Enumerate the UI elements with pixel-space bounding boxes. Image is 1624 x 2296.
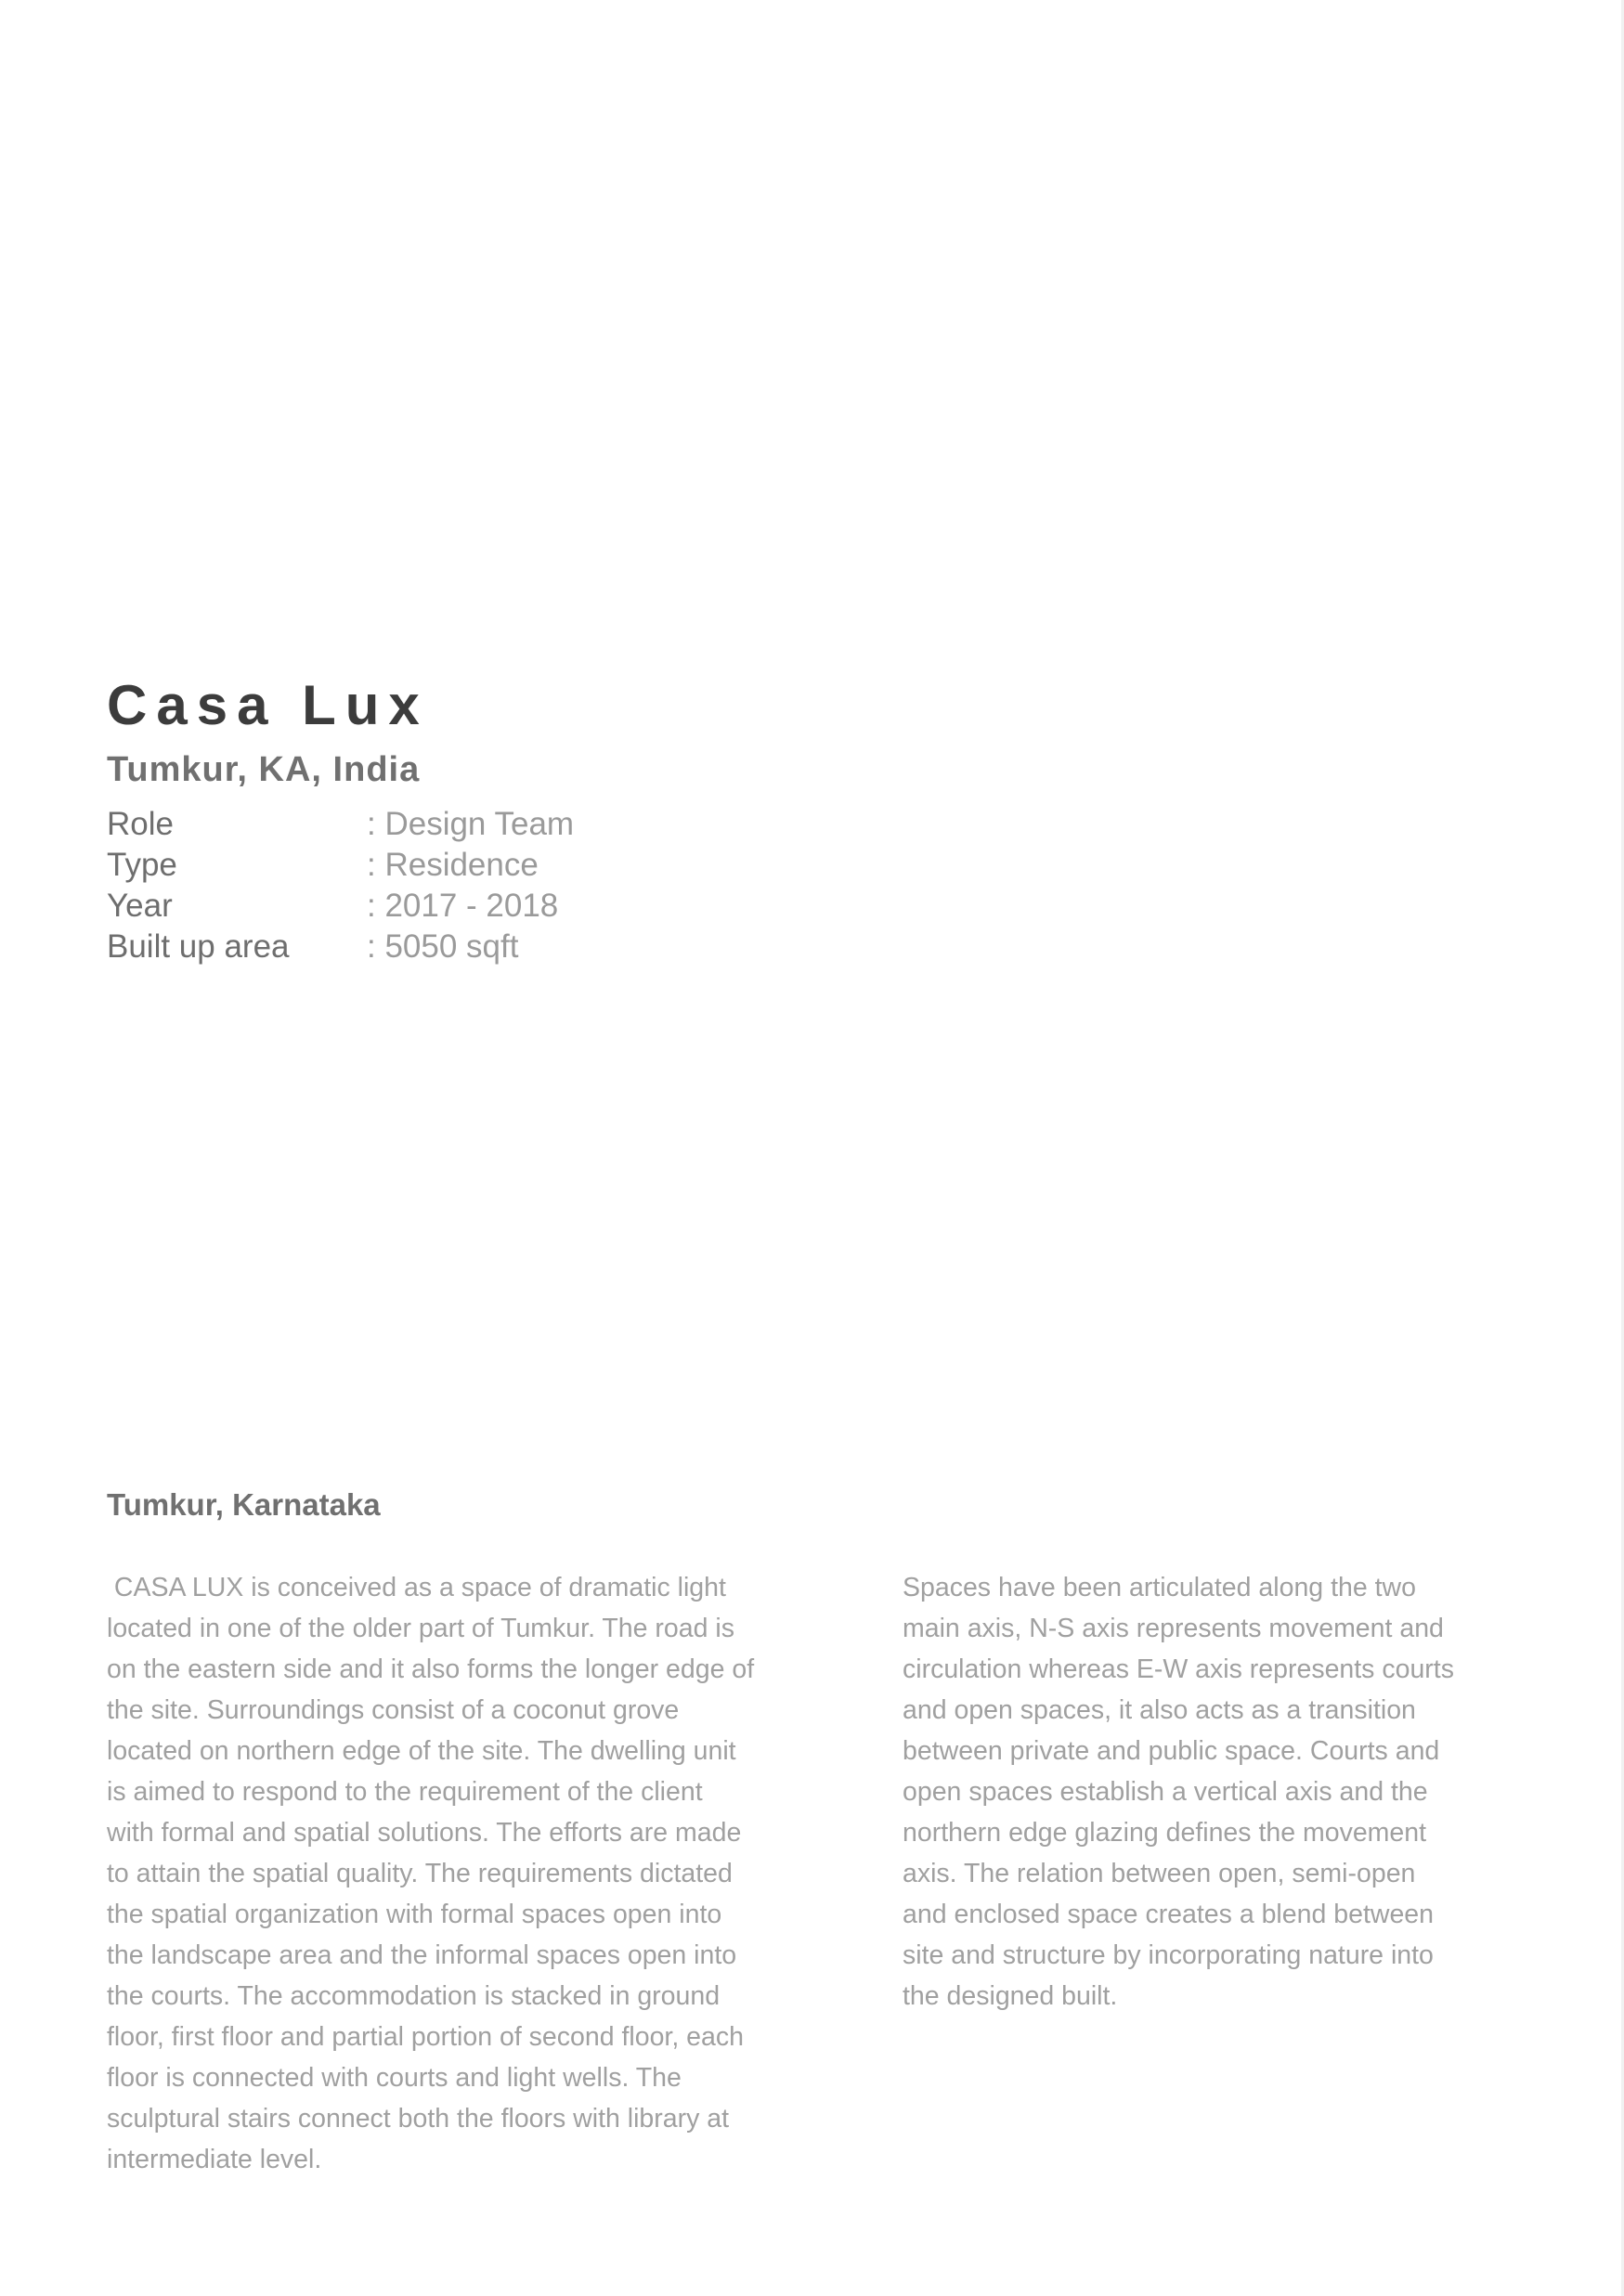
detail-label: Built up area bbox=[107, 928, 290, 965]
section-heading: Tumkur, Karnataka bbox=[107, 1487, 381, 1522]
description-line: floor is connected with courts and light wells. The bbox=[107, 2063, 682, 2093]
description-line: the designed built. bbox=[903, 1981, 1118, 2011]
detail-label: Year bbox=[107, 888, 173, 924]
description-line: on the eastern side and it also forms the longer edge of bbox=[107, 1654, 755, 1684]
detail-label: Role bbox=[107, 806, 174, 842]
detail-value: : Design Team bbox=[367, 806, 575, 842]
project-details bbox=[107, 804, 942, 967]
description-line: axis. The relation between open, semi-open bbox=[903, 1859, 1416, 1888]
description-line: intermediate level. bbox=[107, 2145, 322, 2174]
description-line: located in one of the older part of Tumkur. The road is bbox=[107, 1614, 734, 1643]
description-line: open spaces establish a vertical axis and the bbox=[903, 1777, 1428, 1807]
detail-value: : 5050 sqft bbox=[367, 928, 519, 965]
description-line: circulation whereas E-W axis represents courts bbox=[903, 1654, 1454, 1684]
detail-row-role bbox=[107, 804, 942, 845]
description-line: the courts. The accommodation is stacked in ground bbox=[107, 1981, 721, 2011]
description-left-column bbox=[107, 1567, 850, 2180]
description-line: the site. Surroundings consist of a coconut grove bbox=[107, 1695, 680, 1725]
description-line: to attain the spatial quality. The requirements dictated bbox=[107, 1859, 733, 1888]
description-line: the spatial organization with formal spaces open into bbox=[107, 1900, 722, 1929]
description-line: and enclosed space creates a blend between bbox=[903, 1900, 1434, 1929]
detail-row-type bbox=[107, 845, 942, 886]
detail-row-year bbox=[107, 886, 942, 927]
project-location: Tumkur, KA, India bbox=[107, 750, 421, 789]
description-line: floor, first floor and partial portion of second floor, each bbox=[107, 2022, 744, 2052]
description-line: site and structure by incorporating nature into bbox=[903, 1940, 1434, 1970]
description-line: the landscape area and the informal spaces open into bbox=[107, 1940, 737, 1970]
description-right-column bbox=[903, 1567, 1534, 2017]
description-line: between private and public space. Courts and bbox=[903, 1736, 1440, 1766]
description-line: Spaces have been articulated along the two bbox=[903, 1573, 1416, 1602]
description-line: and open spaces, it also acts as a transition bbox=[903, 1695, 1416, 1725]
detail-label: Type bbox=[107, 847, 177, 883]
description-line: main axis, N-S axis represents movement and bbox=[903, 1614, 1444, 1643]
detail-row-area bbox=[107, 927, 942, 967]
project-header bbox=[107, 667, 942, 967]
description-line: is aimed to respond to the requirement of the client bbox=[107, 1777, 703, 1807]
project-title: Casa Lux bbox=[107, 674, 429, 736]
description-line: northern edge glazing defines the movement bbox=[903, 1818, 1427, 1848]
detail-value: : Residence bbox=[367, 847, 539, 883]
description-line: sculptural stairs connect both the floors with library at bbox=[107, 2104, 730, 2134]
description-line: CASA LUX is conceived as a space of dramatic light bbox=[107, 1573, 726, 1602]
detail-value: : 2017 - 2018 bbox=[367, 888, 559, 924]
description-line: located on northern edge of the site. The dwelling unit bbox=[107, 1736, 736, 1766]
description-line: with formal and spatial solutions. The efforts are made bbox=[107, 1818, 742, 1848]
